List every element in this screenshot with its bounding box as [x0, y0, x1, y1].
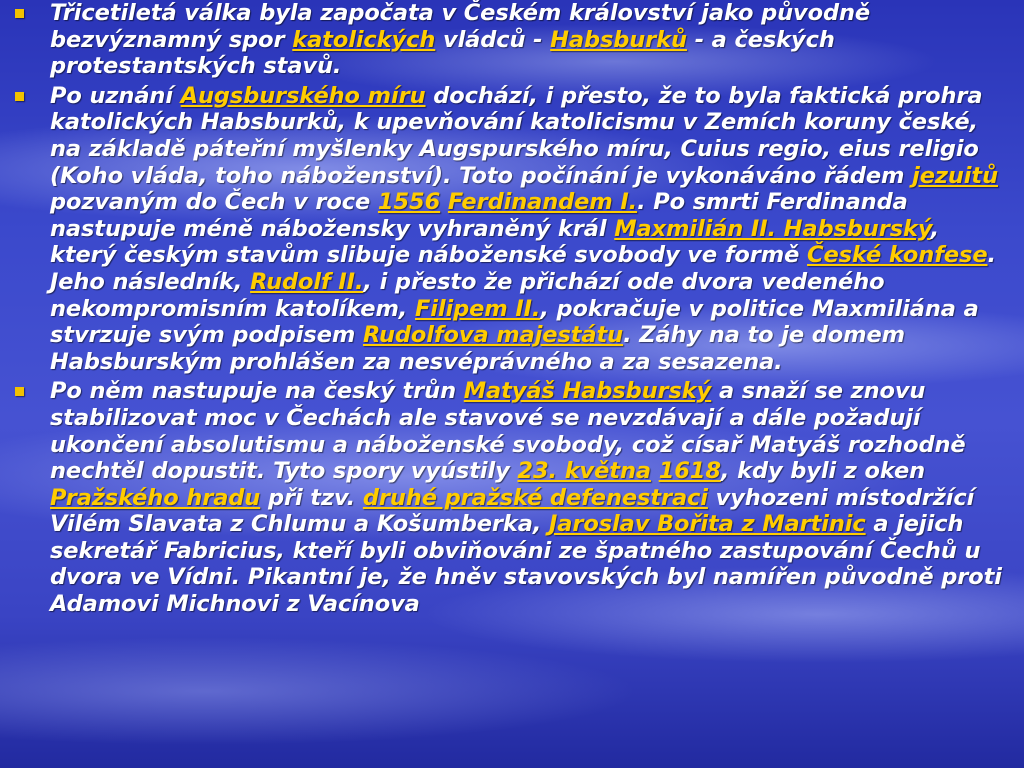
hyperlink[interactable]: Maxmilián II. Habsburský	[614, 215, 931, 242]
bullet-item	[12, 0, 1008, 80]
body-text: dochází, i přesto, že to byla faktická prohra katolických Habsburků, k upevňování katolicismu v Zemích koruny české, na základě páteřní myšlenky Augspurského míru, Cuius regio, eius religio (Koho vláda, toho náboženství). Toto počínání je vykonáváno řádem	[50, 82, 983, 189]
hyperlink[interactable]: České konfese	[807, 242, 988, 269]
body-text: při tzv.	[260, 484, 363, 511]
body-text: pozvaným do Čech v roce	[50, 189, 378, 216]
slide-text-list	[12, 0, 1008, 621]
hyperlink[interactable]: Rudolfova majestátu	[362, 322, 624, 349]
body-text: a snaží se znovu stabilizovat moc v Čechách ale stavové se nevzdávají a dále požadují ukončení absolutismu a náboženské svobody, což císař Matyáš rozhodně nechtěl dopustit. Tyto spory vyústily	[50, 378, 966, 485]
body-text: , který českým stavům slibuje náboženské svobody ve formě	[50, 215, 940, 269]
hyperlink[interactable]: Rudolf II.	[250, 268, 364, 295]
body-text: Třicetiletá válka byla započata v Českém království jako původně bezvýznamný spor	[50, 0, 871, 53]
hyperlink[interactable]: 1618	[658, 458, 721, 485]
hyperlink[interactable]: Pražského hradu	[50, 484, 261, 511]
body-text: , kdy byli z oken	[720, 458, 926, 485]
hyperlink[interactable]: 23. května	[517, 458, 651, 485]
body-text: . Záhy na to je domem Habsburským prohlášen za nesvéprávného a za sesazena.	[50, 322, 905, 375]
hyperlink[interactable]: Habsburků	[550, 26, 687, 53]
hyperlink[interactable]: druhé pražské defenestraci	[362, 484, 708, 511]
body-text: vyhozeni místodržící Vilém Slavata z Chlumu a Košumberka,	[50, 484, 975, 538]
square-bullet-icon	[15, 9, 24, 18]
hyperlink[interactable]: Matyáš Habsburský	[463, 378, 712, 405]
body-text: a jejich sekretář Fabricius, kteří byli obviňováni ze špatného zastupování Čechů u dvora ve Vídni. Pikantní je, že hněv stavovských byl namířen původně proti Adamovi Michnovi z Vacínova	[50, 511, 1002, 618]
hyperlink[interactable]: Filipem II.	[415, 295, 541, 322]
body-text: - a českých protestantských stavů.	[50, 26, 835, 80]
body-text: . Po smrti Ferdinanda nastupuje méně nábožensky vyhraněný král	[50, 189, 908, 242]
body-text	[651, 458, 659, 484]
square-bullet-icon	[15, 387, 24, 396]
body-text: Po něm nastupuje na český trůn	[50, 378, 464, 405]
hyperlink[interactable]: 1556	[377, 189, 441, 216]
square-bullet-icon	[15, 92, 24, 101]
hyperlink[interactable]: Augsburského míru	[180, 82, 426, 109]
bullet-item	[12, 83, 1008, 376]
body-text: , i přesto že přichází ode dvora vedeného nekompromisním katolíkem,	[50, 268, 885, 322]
body-text: . Jeho následník,	[50, 242, 996, 295]
bullet-item	[12, 378, 1008, 617]
hyperlink[interactable]: Jaroslav Bořita z Martinic	[549, 511, 866, 538]
hyperlink[interactable]: jezuitů	[912, 162, 998, 189]
body-text: vládců -	[435, 26, 551, 53]
body-text	[440, 189, 448, 215]
body-text: Po uznání	[50, 82, 181, 109]
hyperlink[interactable]: Ferdinandem I.	[447, 189, 638, 216]
body-text: , pokračuje v politice Maxmiliána a stvrzuje svým podpisem	[50, 295, 979, 349]
hyperlink[interactable]: katolických	[292, 26, 436, 53]
